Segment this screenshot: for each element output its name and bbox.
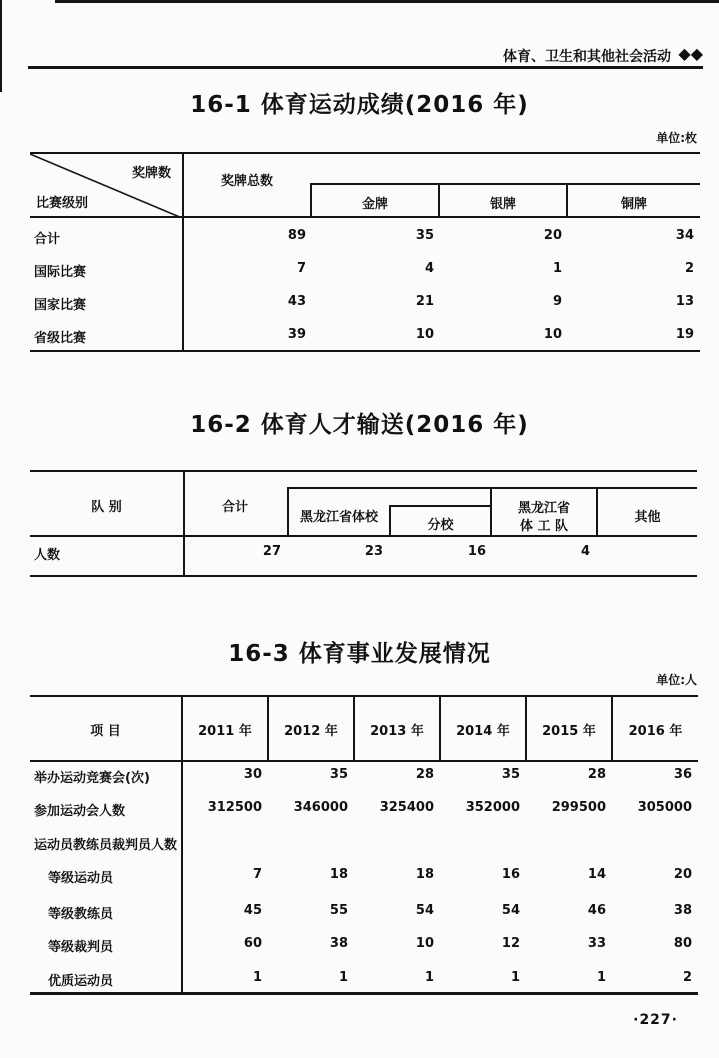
cell-value: 312500 [207, 800, 262, 815]
row-label: 合计 [34, 232, 61, 247]
table2 [30, 470, 697, 577]
cell-value: 23 [364, 544, 383, 559]
cell-value: 2 [684, 261, 694, 276]
table3-col-year: 2014 年 [456, 724, 510, 739]
row-label: 运动员教练员裁判员人数 [34, 838, 178, 853]
table1-col-bronze: 铜牌 [620, 197, 647, 212]
cell-value: 1 [252, 970, 262, 985]
table3-header-border [30, 760, 698, 762]
corner-label-medals: 奖牌数 [132, 166, 172, 181]
table2-branch-top [389, 505, 492, 507]
cell-value: 13 [675, 294, 694, 309]
cell-value: 10 [415, 936, 434, 951]
cell-value: 36 [673, 767, 692, 782]
cell-value: 43 [287, 294, 306, 309]
cell-value: 28 [587, 767, 606, 782]
cell-value: 45 [243, 903, 262, 918]
cell-value: 1 [552, 261, 562, 276]
cell-value: 80 [673, 936, 692, 951]
cell-value: 325400 [379, 800, 434, 815]
table3-bottom-border [30, 992, 698, 995]
masthead [503, 46, 671, 66]
table3-col-year: 2015 年 [542, 724, 596, 739]
cell-value: 20 [673, 867, 692, 882]
table3-col-year: 2013 年 [370, 724, 424, 739]
cell-value: 35 [415, 228, 434, 243]
row-label: 等级运动员 [48, 871, 114, 886]
cell-value: 34 [675, 228, 694, 243]
table3-col-year: 2012 年 [284, 724, 338, 739]
cell-value: 27 [262, 544, 281, 559]
cell-value: 60 [243, 936, 262, 951]
cell-value: 38 [329, 936, 348, 951]
cell-value: 38 [673, 903, 692, 918]
cell-value: 4 [580, 544, 590, 559]
cell-value: 4 [424, 261, 434, 276]
cell-value: 20 [543, 228, 562, 243]
cell-value: 10 [415, 327, 434, 342]
row-label: 举办运动竞赛会(次) [34, 771, 150, 786]
cell-value: 35 [501, 767, 520, 782]
table1-title: 16-1 体育运动成绩(2016 年) [190, 92, 529, 118]
table1-col-total: 奖牌总数 [220, 174, 273, 189]
table3-top-border [30, 695, 698, 697]
table3-col-year: 2016 年 [628, 724, 683, 739]
table1 [30, 152, 700, 352]
scan-top-edge-artifact [55, 0, 719, 3]
table2-col-other: 其他 [634, 510, 661, 525]
row-label: 优质运动员 [48, 974, 114, 989]
table2-col-group: 队 别 [91, 500, 122, 515]
cell-value: 28 [415, 767, 434, 782]
cell-value: 16 [501, 867, 520, 882]
table2-bottom-border [30, 575, 697, 577]
cell-value: 7 [296, 261, 306, 276]
masthead-text: 体育、卫生和其他社会活动 [503, 49, 671, 65]
cell-value: 35 [329, 767, 348, 782]
cell-value: 33 [587, 936, 606, 951]
table1-col-gold: 金牌 [361, 197, 388, 212]
cell-value: 18 [329, 867, 348, 882]
cell-value: 19 [675, 327, 694, 342]
cell-value: 14 [587, 867, 606, 882]
cell-value: 1 [338, 970, 348, 985]
row-label: 参加运动会人数 [34, 804, 126, 819]
table1-unit: 单位:枚 [656, 131, 697, 145]
row-label: 等级裁判员 [48, 940, 114, 955]
scan-left-edge-artifact [0, 0, 2, 92]
table1-bottom-border [30, 350, 700, 352]
row-label: 国家比赛 [34, 298, 87, 313]
diamond-icons: ◆◆ [678, 44, 703, 63]
cell-value: 46 [587, 903, 606, 918]
cell-value: 21 [415, 294, 434, 309]
table2-col-total: 合计 [221, 500, 248, 515]
cell-value: 16 [467, 544, 486, 559]
cell-value: 12 [501, 936, 520, 951]
table2-top-border [30, 470, 697, 472]
cell-value: 10 [543, 327, 562, 342]
cell-value: 30 [243, 767, 262, 782]
cell-value: 18 [415, 867, 434, 882]
corner-label-level: 比赛级别 [36, 196, 89, 211]
table3-col-item: 项 目 [90, 724, 121, 739]
table2-col-team-line2: 体 工 队 [519, 519, 569, 534]
row-label: 省级比赛 [34, 331, 87, 346]
cell-value: 9 [552, 294, 562, 309]
cell-value: 2 [682, 970, 692, 985]
cell-value: 39 [287, 327, 306, 342]
masthead-rule [28, 66, 703, 69]
cell-value: 54 [501, 903, 520, 918]
cell-value: 346000 [293, 800, 348, 815]
cell-value: 1 [424, 970, 434, 985]
table3-unit: 单位:人 [656, 673, 697, 687]
cell-value: 89 [287, 228, 306, 243]
row-label: 人数 [34, 548, 61, 563]
table2-title: 16-2 体育人才输送(2016 年) [190, 412, 529, 438]
cell-value: 55 [329, 903, 348, 918]
cell-value: 305000 [637, 800, 692, 815]
page-number: ·227· [633, 1012, 678, 1028]
cell-value: 1 [596, 970, 606, 985]
table1-subbox-top [310, 183, 700, 185]
row-label: 国际比赛 [34, 265, 87, 280]
table3 [30, 695, 698, 996]
table2-col-branch: 分校 [427, 518, 454, 533]
cell-value: 54 [415, 903, 434, 918]
table1-col-silver: 银牌 [489, 197, 516, 212]
cell-value: 299500 [551, 800, 606, 815]
table3-col-year: 2011 年 [198, 724, 252, 739]
table2-stub-divider [183, 470, 185, 577]
table2-col-team-line1: 黑龙江省 [517, 501, 570, 516]
cell-value: 7 [252, 867, 262, 882]
cell-value: 1 [510, 970, 520, 985]
row-label: 等级教练员 [48, 907, 114, 922]
table3-title: 16-3 体育事业发展情况 [228, 641, 491, 667]
cell-value: 352000 [465, 800, 520, 815]
table2-box-top [287, 487, 697, 489]
table2-col-school: 黑龙江省体校 [299, 510, 378, 525]
